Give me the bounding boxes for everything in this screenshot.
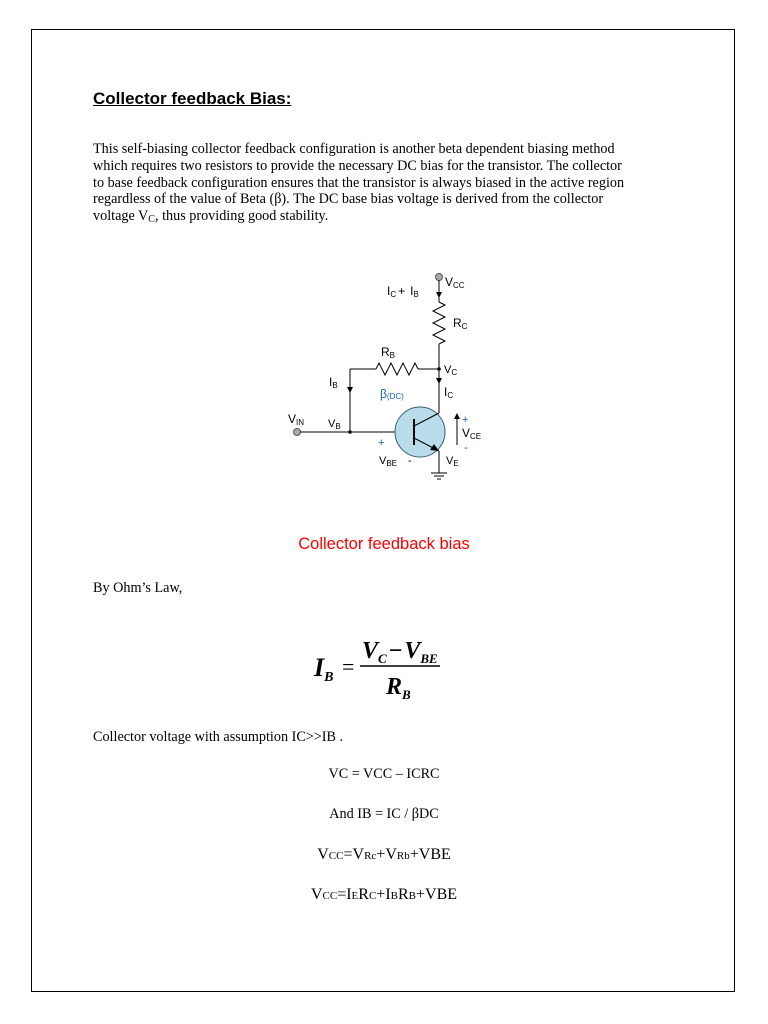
supply-current-arrow-icon — [436, 292, 442, 298]
vcc-terminal-icon — [436, 274, 443, 281]
paragraph-line: regardless of the value of Beta (β). The DC base bias voltage is derived from the collector — [93, 191, 604, 208]
vin-terminal-icon — [294, 429, 301, 436]
ib-formula — [310, 632, 460, 707]
vce-arrowhead-icon — [454, 413, 460, 419]
ohms-law-text: By Ohm’s Law, — [93, 580, 183, 596]
rc-label: RC — [453, 316, 468, 331]
rb-label: RB — [381, 345, 396, 360]
equation-vcc-currents: VCC=IERC+IBRB+VBE — [310, 886, 458, 903]
assumption-text: Collector voltage with assumption IC>>IB . — [93, 729, 344, 745]
collector-feedback-circuit-diagram — [280, 265, 500, 495]
vcc-label: VCC — [445, 275, 465, 290]
rb-resistor-icon — [376, 363, 418, 375]
ic-label: IC — [444, 385, 454, 400]
beta-dc-label: β(DC) — [380, 387, 404, 401]
vbe-plus-sign: + — [378, 437, 385, 449]
intro-paragraph — [93, 141, 683, 225]
paragraph-subscript: C — [148, 214, 155, 226]
paragraph-line: voltage V — [93, 208, 149, 225]
formula-numerator: $V_C-V_{BE}$ — [362, 638, 438, 666]
rc-resistor-icon — [433, 302, 445, 344]
paragraph-line: which requires two resistors to provide the necessary DC bias for the transistor. The collector — [93, 157, 622, 174]
vb-node-icon — [348, 430, 352, 434]
formula-denominator: $R_B$ — [386, 674, 411, 702]
paragraph-line: This self-biasing collector feedback configuration is another beta dependent biasing method — [93, 141, 615, 157]
ib-arrow-icon — [347, 387, 353, 393]
vbe-minus-sign: - — [408, 455, 412, 467]
formula-equals: = — [342, 654, 355, 679]
figure-caption: Collector feedback bias — [298, 535, 470, 553]
equation-vc: VC = VCC – ICRC — [328, 766, 440, 782]
vce-label: VCE — [462, 426, 482, 441]
vce-plus-sign: + — [462, 414, 469, 426]
equation-ib: And IB = IC / βDC — [329, 806, 439, 822]
equation-vcc-kvl: VCC=VRc+VRb+VBE — [317, 846, 451, 863]
paragraph-line: , thus providing good stability. — [154, 208, 329, 225]
paragraph-line: to base feedback configuration ensures that the transistor is always biased in the active region — [93, 174, 625, 191]
vbe-label: VBE — [379, 455, 398, 468]
supply-current-label: IC + IB — [387, 284, 419, 299]
vce-minus-sign: - — [464, 442, 468, 454]
section-heading: Collector feedback Bias: — [93, 89, 292, 108]
vc-label: VC — [444, 364, 458, 377]
ib-label: IB — [329, 375, 338, 390]
ic-arrow-icon — [436, 378, 442, 384]
vb-label: VB — [328, 418, 341, 431]
formula-lhs: IB — [314, 653, 334, 685]
ve-label: VE — [446, 455, 459, 468]
vin-label: VIN — [288, 412, 305, 427]
